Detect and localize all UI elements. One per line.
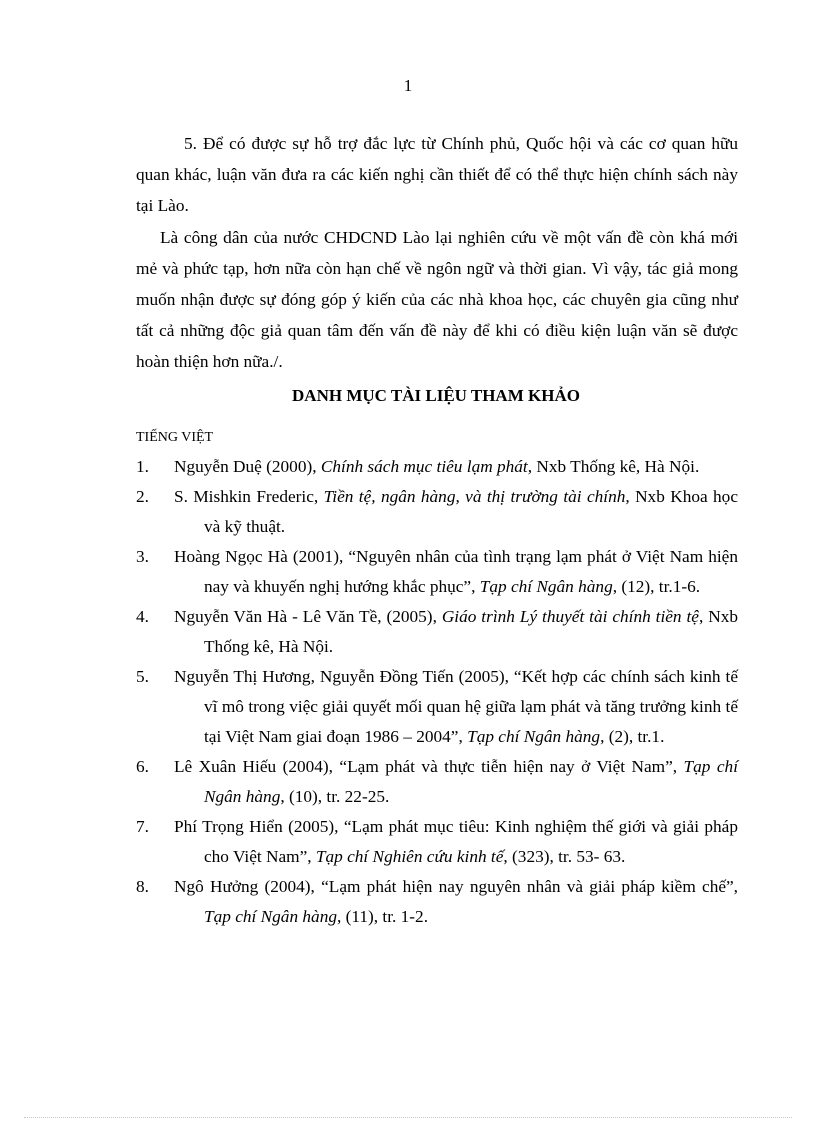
reference-text: Nguyễn Duệ (2000),: [174, 457, 321, 476]
reference-item: [136, 872, 738, 932]
reference-item: [136, 602, 738, 662]
reference-number: 7.: [136, 817, 149, 836]
reference-number: 8.: [136, 877, 149, 896]
reference-details: , (12), tr.1-6.: [612, 577, 701, 596]
reference-number: 1.: [136, 457, 149, 476]
reference-item: [136, 752, 738, 812]
body-paragraph-1: 5. Để có được sự hỗ trợ đắc lực từ Chính phủ, Quốc hội và các cơ quan hữu quan khác, luận văn đưa ra các kiến nghị cần thiết để có thể thực hiện chính sách này tại Lào.: [136, 134, 738, 215]
reference-details: , (10), tr. 22-25.: [280, 787, 390, 806]
reference-title: Chính sách mục tiêu lạm phát: [320, 457, 528, 476]
reference-text: Lê Xuân Hiếu (2004), “Lạm phát và thực tiễn hiện nay ở Việt Nam”,: [174, 757, 684, 776]
reference-text: Nguyễn Văn Hà - Lê Văn Tề, (2005),: [174, 607, 442, 626]
reference-item: [136, 452, 738, 482]
reference-title: Tạp chí Nghiên cứu kinh tế: [315, 847, 504, 866]
reference-text: Ngô Hưởng (2004), “Lạm phát hiện nay nguyên nhân và giải pháp kiềm chế”,: [174, 877, 738, 896]
reference-item: [136, 482, 738, 542]
references-heading: DANH MỤC TÀI LIỆU THAM KHẢO: [292, 386, 580, 405]
body-paragraph-2: Là công dân của nước CHDCND Lào lại nghiên cứu về một vấn đề còn khá mới mẻ và phức tạp, hơn nữa còn hạn chế về ngôn ngữ và thời gian. Vì vậy, tác giả mong muốn nhận được sự đóng góp ý kiến của các nhà khoa học, các chuyên gia cũng như tất cả những độc giả quan tâm đến vấn đề này để khi có điều kiện luận văn sẽ được hoàn thiện hơn nữa./.: [136, 228, 738, 371]
reference-title: Giáo trình Lý thuyết tài chính tiền tệ: [441, 607, 699, 626]
reference-details: Nxb Khoa học và kỹ thuật.: [204, 487, 738, 536]
reference-details: , Nxb Thống kê, Hà Nội.: [204, 607, 738, 656]
reference-details: , (2), tr.1.: [600, 727, 665, 746]
reference-title: Tiền tệ, ngân hàng, và thị trường tài chính,: [323, 487, 630, 506]
reference-title: Tạp chí Ngân hàng: [204, 907, 337, 926]
reference-number: 5.: [136, 667, 149, 686]
reference-number: 2.: [136, 487, 149, 506]
reference-number: 3.: [136, 547, 149, 566]
reference-number: 6.: [136, 757, 149, 776]
page-bottom-divider: [24, 1117, 792, 1118]
reference-text: S. Mishkin Frederic,: [174, 487, 324, 506]
reference-list: [136, 452, 738, 932]
page-number: 1: [403, 76, 413, 95]
reference-text: Hoàng Ngọc Hà (2001), “Nguyên nhân của tình trạng lạm phát ở Việt Nam hiện nay và khuyến nghị hướng khắc phục”,: [174, 547, 738, 596]
reference-text: Phí Trọng Hiển (2005), “Lạm phát mục tiêu: Kinh nghiệm thế giới và giải pháp cho Việt Nam”,: [174, 817, 738, 866]
reference-title: Tạp chí Ngân hàng: [479, 577, 613, 596]
reference-item: [136, 662, 738, 752]
reference-item: [136, 542, 738, 602]
reference-details: , Nxb Thống kê, Hà Nội.: [527, 457, 700, 476]
reference-item: [136, 812, 738, 872]
reference-details: , (11), tr. 1-2.: [336, 907, 429, 926]
reference-text: Nguyễn Thị Hương, Nguyễn Đồng Tiến (2005), “Kết hợp các chính sách kinh tế vĩ mô trong việc giải quyết mối quan hệ giữa lạm phát và tăng trưởng kinh tế tại Việt Nam giai đoạn 1986 – 2004”,: [174, 667, 738, 746]
reference-details: , (323), tr. 53- 63.: [503, 847, 626, 866]
references-section-label: TIẾNG VIỆT: [136, 430, 214, 445]
reference-title: Tạp chí Ngân hàng: [204, 757, 738, 806]
reference-title: Tạp chí Ngân hàng: [467, 727, 601, 746]
reference-number: 4.: [136, 607, 149, 626]
